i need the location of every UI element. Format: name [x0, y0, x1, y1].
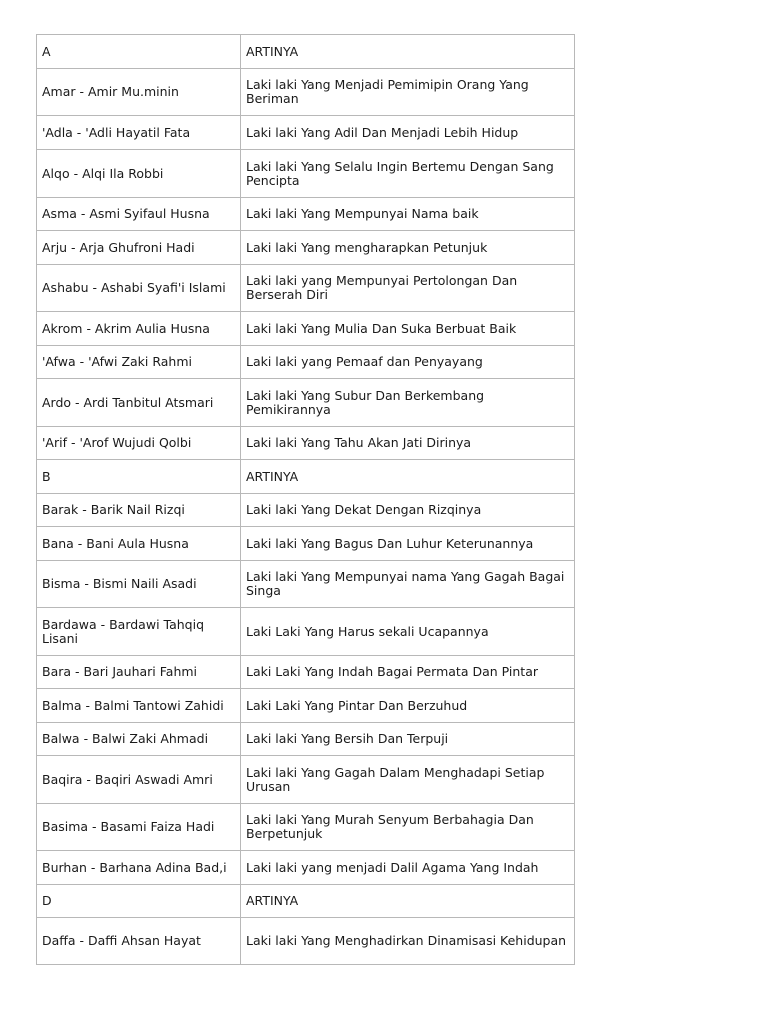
meaning-cell: Laki laki Yang Adil Dan Menjadi Lebih Hidup: [241, 116, 575, 150]
table-row: [37, 723, 575, 756]
name-cell: Balma - Balmi Tantowi Zahidi: [37, 689, 241, 723]
table-row: [37, 851, 575, 885]
name-cell: B: [37, 460, 241, 494]
name-cell: Asma - Asmi Syifaul Husna: [37, 198, 241, 231]
table-row: [37, 150, 575, 198]
name-cell: Ashabu - Ashabi Syafi'i Islami: [37, 265, 241, 312]
meaning-cell: Laki laki Yang Gagah Dalam Menghadapi Setiap Urusan: [241, 756, 575, 804]
table-row: [37, 918, 575, 965]
meaning-cell: Laki laki Yang Tahu Akan Jati Dirinya: [241, 427, 575, 460]
meaning-cell: Laki laki Yang mengharapkan Petunjuk: [241, 231, 575, 265]
meaning-cell: Laki laki Yang Subur Dan Berkembang Pemikirannya: [241, 379, 575, 427]
meaning-cell: Laki laki Yang Selalu Ingin Bertemu Dengan Sang Pencipta: [241, 150, 575, 198]
name-cell: Akrom - Akrim Aulia Husna: [37, 312, 241, 346]
meaning-cell: Laki laki Yang Menjadi Pemimipin Orang Yang Beriman: [241, 69, 575, 116]
meaning-cell: Laki laki yang menjadi Dalil Agama Yang Indah: [241, 851, 575, 885]
meaning-cell: Laki laki Yang Bersih Dan Terpuji: [241, 723, 575, 756]
table-row: [37, 561, 575, 608]
table-row: [37, 198, 575, 231]
names-table-body: [37, 35, 575, 965]
meaning-cell: Laki laki Yang Mulia Dan Suka Berbuat Baik: [241, 312, 575, 346]
name-cell: Basima - Basami Faiza Hadi: [37, 804, 241, 851]
meaning-cell: Laki laki Yang Murah Senyum Berbahagia Dan Berpetunjuk: [241, 804, 575, 851]
meaning-cell: Laki Laki Yang Harus sekali Ucapannya: [241, 608, 575, 656]
meaning-cell: Laki Laki Yang Indah Bagai Permata Dan Pintar: [241, 656, 575, 689]
table-row: [37, 756, 575, 804]
name-cell: Arju - Arja Ghufroni Hadi: [37, 231, 241, 265]
name-cell: 'Afwa - 'Afwi Zaki Rahmi: [37, 346, 241, 379]
table-row: [37, 116, 575, 150]
table-row: [37, 265, 575, 312]
table-row: [37, 689, 575, 723]
table-row: [37, 312, 575, 346]
table-row: [37, 885, 575, 918]
table-row: [37, 494, 575, 527]
name-cell: A: [37, 35, 241, 69]
table-row: [37, 656, 575, 689]
table-row: [37, 804, 575, 851]
names-table: [36, 34, 575, 965]
meaning-cell: Laki laki yang Pemaaf dan Penyayang: [241, 346, 575, 379]
table-row: [37, 427, 575, 460]
meaning-cell: ARTINYA: [241, 460, 575, 494]
name-cell: 'Arif - 'Arof Wujudi Qolbi: [37, 427, 241, 460]
name-cell: Ardo - Ardi Tanbitul Atsmari: [37, 379, 241, 427]
name-cell: Burhan - Barhana Adina Bad,i: [37, 851, 241, 885]
table-row: [37, 379, 575, 427]
meaning-cell: Laki laki Yang Bagus Dan Luhur Keterunannya: [241, 527, 575, 561]
name-cell: Amar - Amir Mu.minin: [37, 69, 241, 116]
table-row: [37, 346, 575, 379]
table-row: [37, 608, 575, 656]
name-cell: Barak - Barik Nail Rizqi: [37, 494, 241, 527]
table-row: [37, 35, 575, 69]
name-cell: Bardawa - Bardawi Tahqiq Lisani: [37, 608, 241, 656]
table-row: [37, 527, 575, 561]
meaning-cell: Laki laki yang Mempunyai Pertolongan Dan Berserah Diri: [241, 265, 575, 312]
meaning-cell: ARTINYA: [241, 885, 575, 918]
name-cell: Daffa - Daffi Ahsan Hayat: [37, 918, 241, 965]
meaning-cell: Laki laki Yang Menghadirkan Dinamisasi Kehidupan: [241, 918, 575, 965]
name-cell: 'Adla - 'Adli Hayatil Fata: [37, 116, 241, 150]
meaning-cell: ARTINYA: [241, 35, 575, 69]
table-row: [37, 231, 575, 265]
name-cell: Bisma - Bismi Naili Asadi: [37, 561, 241, 608]
name-cell: Bara - Bari Jauhari Fahmi: [37, 656, 241, 689]
table-row: [37, 69, 575, 116]
meaning-cell: Laki Laki Yang Pintar Dan Berzuhud: [241, 689, 575, 723]
name-cell: Bana - Bani Aula Husna: [37, 527, 241, 561]
name-cell: D: [37, 885, 241, 918]
name-cell: Balwa - Balwi Zaki Ahmadi: [37, 723, 241, 756]
meaning-cell: Laki laki Yang Mempunyai Nama baik: [241, 198, 575, 231]
meaning-cell: Laki laki Yang Dekat Dengan Rizqinya: [241, 494, 575, 527]
name-cell: Alqo - Alqi Ila Robbi: [37, 150, 241, 198]
table-row: [37, 460, 575, 494]
name-cell: Baqira - Baqiri Aswadi Amri: [37, 756, 241, 804]
meaning-cell: Laki laki Yang Mempunyai nama Yang Gagah Bagai Singa: [241, 561, 575, 608]
